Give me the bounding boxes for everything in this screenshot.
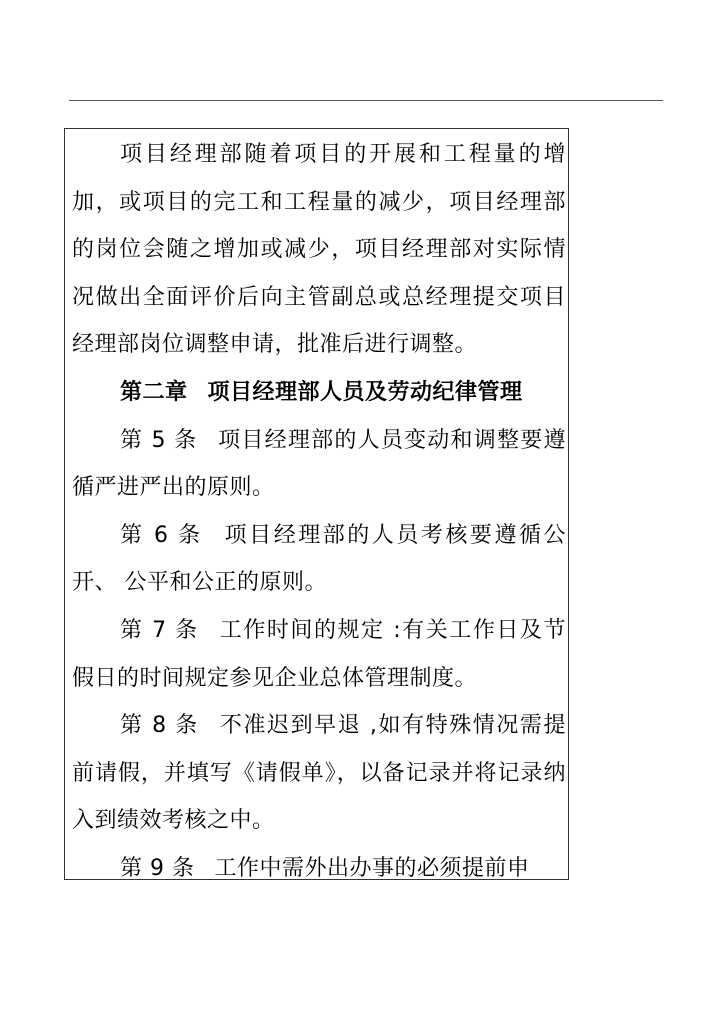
chapter-title: 项目经理部人员及劳动纪律管理 [207, 379, 523, 405]
article-5 [72, 417, 566, 512]
article-text: 项目经理部的人员考核要遵循公开、 公平和公正的原则。 [72, 522, 566, 596]
article-text: 工作中需外出办事的必须提前申 [214, 855, 530, 880]
article-8 [72, 702, 566, 845]
chapter-heading [72, 369, 566, 417]
article-9 [72, 845, 566, 880]
article-label: 第 6 条 [120, 522, 203, 548]
header-divider [69, 100, 663, 101]
article-label: 第 5 条 [120, 427, 198, 453]
article-label: 第 9 条 [120, 855, 195, 880]
article-text: 不准迟到早退 ,如有特殊情况需提前请假，并填写《请假单》，以备记录并将记录纳入到绩效考核之中。 [72, 713, 566, 834]
article-label: 第 8 条 [120, 713, 199, 739]
article-text: 工作时间的规定 :有关工作日及节假日的时间规定参见企业总体管理制度。 [72, 617, 566, 691]
chapter-label: 第二章 [120, 379, 188, 405]
article-label: 第 7 条 [120, 617, 199, 643]
document-text [72, 131, 566, 880]
document-body [64, 128, 569, 880]
article-text: 项目经理部的人员变动和调整要遵循严进严出的原则。 [72, 427, 566, 501]
paragraph-intro: 项目经理部随着项目的开展和工程量的增加，或项目的完工和工程量的减少，项目经理部的岗位会随之增加或减少，项目经理部对实际情况做出全面评价后向主管副总或总经理提交项目经理部岗位调整申请，批准后进行调整。 [72, 142, 566, 358]
article-7 [72, 607, 566, 702]
article-6 [72, 512, 566, 607]
